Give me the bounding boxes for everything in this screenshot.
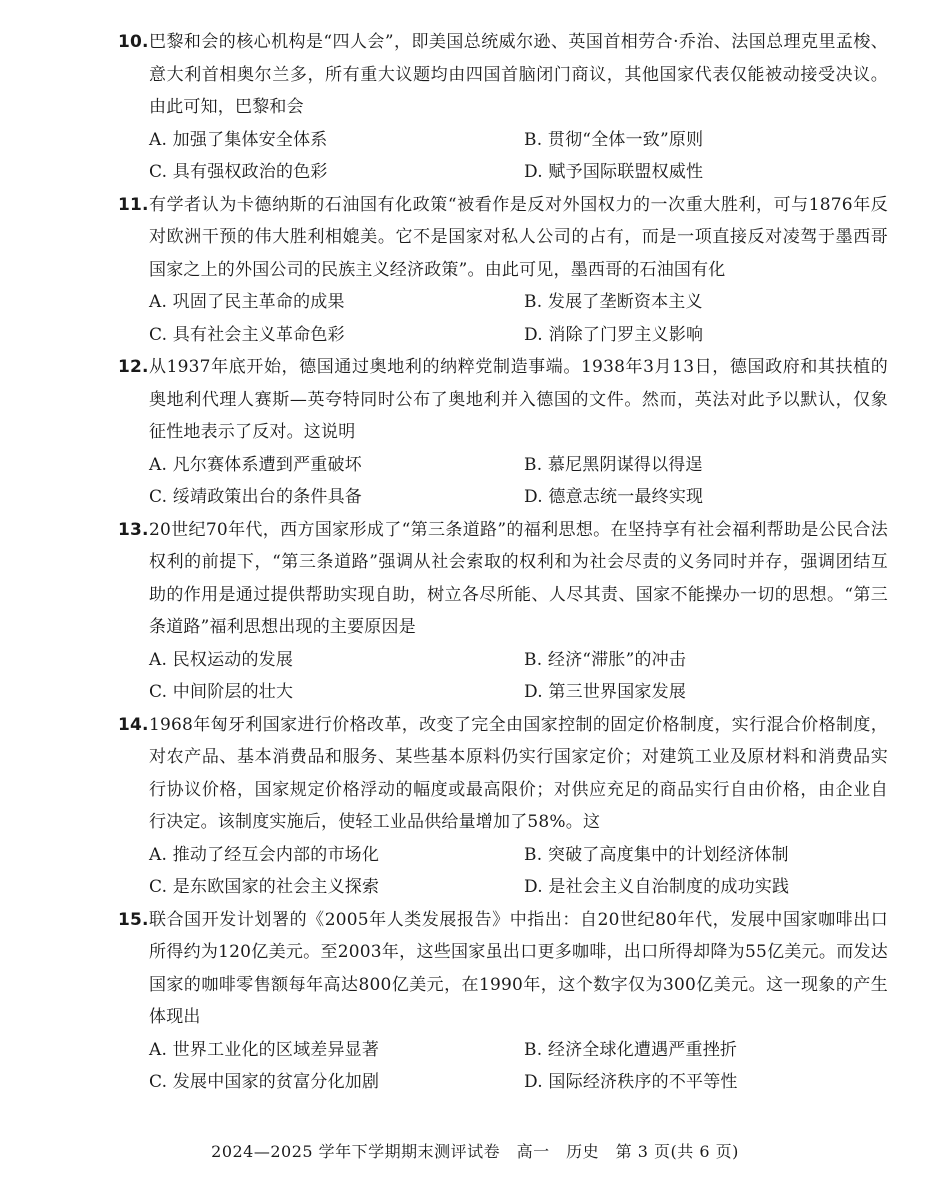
option-d[interactable]: D. 德意志统一最终实现	[524, 487, 704, 507]
question-number: 13.	[118, 519, 149, 540]
option-b[interactable]: B. 经济“滞胀”的冲击	[524, 649, 687, 670]
question-list	[118, 26, 888, 1099]
question-text: 巴黎和会的核心机构是“四人会”，即美国总统威尔逊、英国首相劳合·乔治、法国总理克里孟梭、意大利首相奥尔兰多，所有重大议题均由四国首脑闭门商议，其他国家代表仅能被动接受决议。由此可知，巴黎和会	[149, 32, 888, 117]
question-number: 12.	[118, 357, 149, 377]
question-stem	[118, 514, 888, 644]
option-b[interactable]: B. 突破了高度集中的计划经济体制	[524, 844, 789, 865]
option-grid	[118, 286, 888, 351]
option-d[interactable]: D. 赋予国际联盟权威性	[524, 162, 704, 182]
option-a[interactable]: A. 加强了集体安全体系	[149, 129, 328, 150]
question-15	[118, 904, 888, 1099]
question-14	[118, 709, 888, 904]
option-a[interactable]: A. 巩固了民主革命的成果	[149, 292, 345, 312]
question-text: 联合国开发计划署的《2005年人类发展报告》中指出：自20世纪80年代，发展中国家咖啡出口所得约为120亿美元。至2003年，这些国家虽出口更多咖啡，出口所得却降为55亿美元。而发达国家的咖啡零售额每年高达800亿美元，在1990年，这个数字仅为300亿美元。这一现象的产生体现出	[149, 909, 888, 1027]
question-12	[118, 351, 888, 514]
question-number: 10.	[118, 32, 149, 52]
question-stem	[118, 26, 888, 124]
option-grid	[118, 839, 888, 904]
question-stem	[118, 709, 888, 839]
option-d[interactable]: D. 消除了门罗主义影响	[524, 324, 704, 345]
option-c[interactable]: C. 绥靖政策出台的条件具备	[149, 487, 363, 507]
option-d[interactable]: D. 第三世界国家发展	[524, 682, 687, 702]
option-grid	[118, 1034, 888, 1099]
option-b[interactable]: B. 慕尼黑阴谋得以得逞	[524, 454, 703, 475]
option-c[interactable]: C. 是东欧国家的社会主义探索	[149, 877, 380, 897]
question-text: 20世纪70年代，西方国家形成了“第三条道路”的福利思想。在坚持享有社会福利帮助是公民合法权利的前提下，“第三条道路”强调从社会索取的权利和为社会尽责的义务同时并存，强调团结互助的作用是通过提供帮助实现自助，树立各尽所能、人尽其责、国家不能操办一切的思想。“第三条道路”福利思想出现的主要原因是	[149, 519, 888, 637]
question-10	[118, 26, 888, 189]
question-text: 1968年匈牙利国家进行价格改革，改变了完全由国家控制的固定价格制度，实行混合价格制度，对农产品、基本消费品和服务、某些基本原料仍实行国家定价；对建筑工业及原材料和消费品实行协议价格，国家规定价格浮动的幅度或最高限价；对供应充足的商品实行自由价格，由企业自行决定。该制度实施后，使轻工业品供给量增加了58%。这	[149, 714, 888, 832]
option-a[interactable]: A. 推动了经互会内部的市场化	[149, 844, 380, 865]
question-stem	[118, 189, 888, 287]
option-d[interactable]: D. 是社会主义自治制度的成功实践	[524, 877, 790, 897]
page-footer: 2024—2025 学年下学期期末测评试卷 高一 历史 第 3 页(共 6 页)	[211, 1142, 739, 1161]
question-number: 11.	[118, 194, 149, 215]
question-11	[118, 189, 888, 352]
question-stem	[118, 351, 888, 449]
option-grid	[118, 124, 888, 189]
option-c[interactable]: C. 中间阶层的壮大	[149, 682, 294, 702]
option-a[interactable]: A. 民权运动的发展	[149, 649, 294, 670]
option-grid	[118, 644, 888, 709]
option-a[interactable]: A. 凡尔赛体系遭到严重破坏	[149, 454, 362, 475]
question-number: 14.	[118, 714, 149, 735]
option-b[interactable]: B. 发展了垄断资本主义	[524, 292, 703, 312]
question-text: 有学者认为卡德纳斯的石油国有化政策“被看作是反对外国权力的一次重大胜利，可与1876年反对欧洲干预的伟大胜利相媲美。它不是国家对私人公司的占有，而是一项直接反对凌驾于墨西哥国家之上的外国公司的民族主义经济政策”。由此可见，墨西哥的石油国有化	[149, 194, 888, 280]
option-b[interactable]: B. 贯彻“全体一致”原则	[524, 129, 704, 150]
option-c[interactable]: C. 具有强权政治的色彩	[149, 162, 328, 182]
option-c[interactable]: C. 发展中国家的贫富分化加剧	[149, 1072, 380, 1092]
question-number: 15.	[118, 909, 149, 930]
question-stem	[118, 904, 888, 1034]
question-text: 从1937年底开始，德国通过奥地利的纳粹党制造事端。1938年3月13日，德国政府和其扶植的奥地利代理人赛斯—英夸特同时公布了奥地利并入德国的文件。然而，英法对此予以默认，仅象征性地表示了反对。这说明	[149, 357, 888, 442]
question-13	[118, 514, 888, 709]
option-b[interactable]: B. 经济全球化遭遇严重挫折	[524, 1039, 738, 1060]
option-c[interactable]: C. 具有社会主义革命色彩	[149, 324, 345, 345]
option-d[interactable]: D. 国际经济秩序的不平等性	[524, 1072, 738, 1092]
option-a[interactable]: A. 世界工业化的区域差异显著	[149, 1039, 380, 1060]
option-grid	[118, 449, 888, 514]
